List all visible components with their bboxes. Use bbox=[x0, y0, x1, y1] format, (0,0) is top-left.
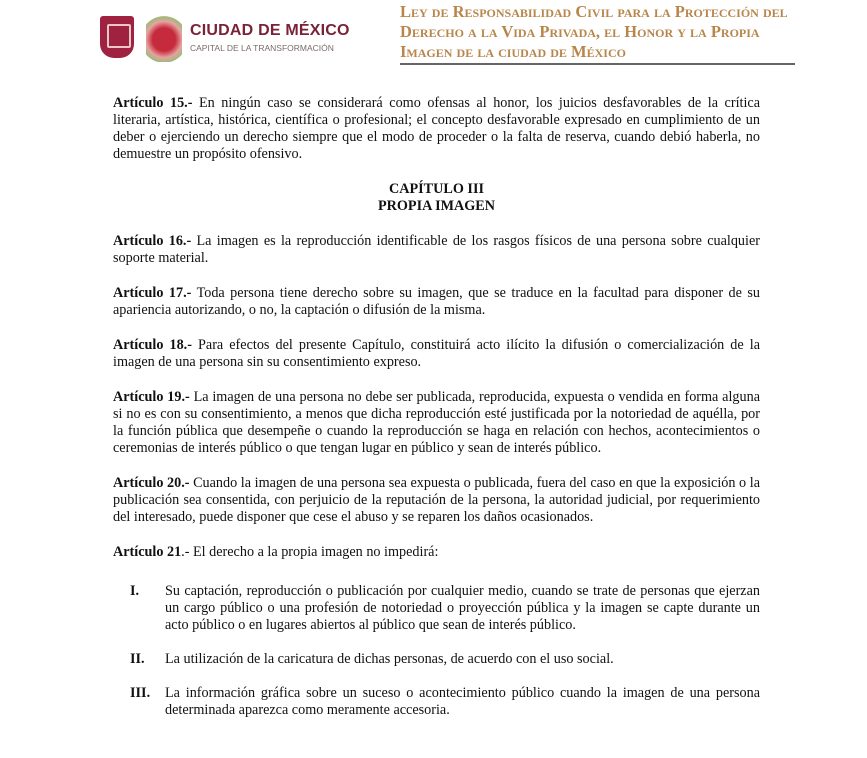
list-item bbox=[113, 583, 760, 634]
article-text: La imagen es la reproducción identificable de los rasgos físicos de una persona sobre cualquier soporte material. bbox=[113, 233, 760, 266]
article-label: Artículo 16.- bbox=[113, 233, 192, 249]
item-numeral: II. bbox=[130, 651, 145, 667]
article-text: Toda persona tiene derecho sobre su imagen, que se traduce en la facultad para disponer de su apariencia autorizando, o no, la captación o difusión de la misma. bbox=[113, 285, 760, 318]
article-label: Artículo 15.- bbox=[113, 95, 193, 111]
chapter-heading bbox=[113, 181, 760, 215]
header-rule bbox=[400, 63, 795, 65]
article-label: Artículo 18.- bbox=[113, 337, 192, 353]
cdmx-shield-icon bbox=[100, 16, 134, 58]
article-19 bbox=[113, 389, 760, 457]
article-label: Artículo 17.- bbox=[113, 285, 192, 301]
brand-name: CIUDAD DE MÉXICO bbox=[190, 21, 350, 39]
article-text: .- El derecho a la propia imagen no impedirá: bbox=[181, 544, 439, 560]
chapter-number: CAPÍTULO III bbox=[389, 181, 484, 197]
article-18 bbox=[113, 337, 760, 371]
item-numeral: III. bbox=[130, 685, 151, 701]
article-text: Para efectos del presente Capítulo, constituirá acto ilícito la difusión o comercialización de la imagen de una persona sin su consentimiento expreso. bbox=[113, 337, 760, 370]
article-text: Cuando la imagen de una persona sea expuesta o publicada, fuera del caso en que la exposición o la publicación sea consentida, con perjuicio de la reputación de la persona, la autoridad judicial, por requerimiento del interesado, puede disponer que cese el abuso y se reparen los daños ocasionados. bbox=[113, 475, 760, 525]
item-text: La utilización de la caricatura de dichas personas, de acuerdo con el uso social. bbox=[165, 651, 614, 667]
article-16 bbox=[113, 233, 760, 267]
cdmx-logo bbox=[100, 12, 350, 62]
article-label: Artículo 19.- bbox=[113, 389, 190, 405]
article-21 bbox=[113, 544, 760, 561]
article-15 bbox=[113, 95, 760, 163]
document-body bbox=[113, 95, 760, 736]
list-item bbox=[113, 685, 760, 719]
article-text: La imagen de una persona no debe ser publicada, reproducida, expuesta o vendida en forma alguna si no es con su consentimiento, a menos que dicha reproducción esté justificada por la notoriedad de aquélla, por la función pública que desempeñe o cuando la reproducción se haga en relación con hechos, acontecimientos o ceremonias de interés público o que tengan lugar en público y sean de interés público. bbox=[113, 389, 760, 456]
law-title: Ley de Responsabilidad Civil para la Protección del Derecho a la Vida Privada, el Honor y la Propia Imagen de la ciudad de México bbox=[400, 2, 788, 61]
item-text: La información gráfica sobre un suceso o acontecimiento público cuando la imagen de una persona determinada aparezca como meramente accesoria. bbox=[165, 685, 760, 718]
article-label: Artículo 21 bbox=[113, 544, 182, 560]
article-label: Artículo 20.- bbox=[113, 475, 190, 491]
item-text: Su captación, reproducción o publicación por cualquier medio, cuando se trate de personas que ejerzan un cargo público o una profesión de notoriedad o proyección pública y la imagen se capte durante un acto público o en lugares abiertos al público que sean de interés público. bbox=[165, 583, 760, 633]
article-17 bbox=[113, 285, 760, 319]
brand-tagline: CAPITAL DE LA TRANSFORMACIÓN bbox=[190, 42, 334, 53]
heart-emblem-icon bbox=[146, 12, 182, 62]
article-text: En ningún caso se considerará como ofensas al honor, los juicios desfavorables de la crítica literaria, artística, histórica, científica o profesional; el concepto desfavorable expresado en cumplimiento de un deber o ejerciendo un derecho siempre que el modo de proceder o la falta de reserva, cuando debió haberla, no demuestre un propósito ofensivo. bbox=[113, 95, 760, 162]
list-item bbox=[113, 651, 760, 668]
article-20 bbox=[113, 475, 760, 526]
chapter-name: PROPIA IMAGEN bbox=[377, 198, 496, 214]
item-numeral: I. bbox=[130, 583, 140, 599]
